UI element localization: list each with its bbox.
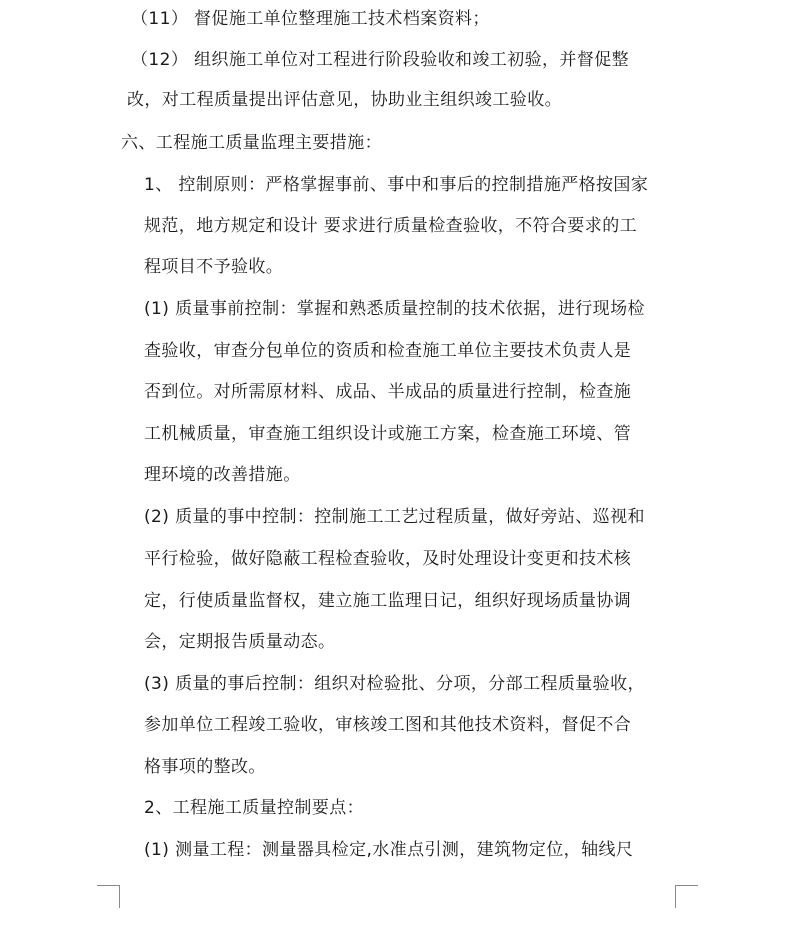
page-margin-corner-mark [675,885,698,908]
text-line: (2) 质量的事中控制：控制施工工艺过程质量，做好旁站、巡视和 [144,507,645,527]
text-line: (1) 测量工程：测量器具检定,水准点引测，建筑物定位，轴线尺 [144,840,634,860]
page-margin-corner-mark [97,885,120,908]
text-line: 定，行使质量监督权，建立施工监理日记，组织好现场质量协调 [144,591,632,611]
text-line: (1) 质量事前控制：掌握和熟悉质量控制的技术依据，进行现场检 [144,299,645,319]
section-heading: 2、工程施工质量控制要点： [144,798,365,818]
text-line: (3) 质量的事后控制：组织对检验批、分项，分部工程质量验收， [144,674,645,694]
text-line: 规范，地方规定和设计 要求进行质量检查验收，不符合要求的工 [144,216,638,236]
text-line: 程项目不予验收。 [144,257,284,277]
text-line: 1、 控制原则：严格掌握事前、事中和事后的控制措施严格按国家 [144,175,649,195]
text-line: 格事项的整改。 [144,757,266,777]
section-heading: 六、工程施工质量监理主要措施： [121,133,382,153]
text-line: 查验收，审查分包单位的资质和检查施工单位主要技术负责人是 [144,341,632,361]
text-line: 工机械质量，审查施工组织设计或施工方案，检查施工环境、管 [144,424,632,444]
text-line: 参加单位工程竣工验收，审核竣工图和其他技术资料，督促不合 [144,715,632,735]
text-line: 平行检验，做好隐蔽工程检查验收，及时处理设计变更和技术核 [144,549,632,569]
text-line: （11） 督促施工单位整理施工技术档案资料； [131,9,490,29]
text-line: 会，定期报告质量动态。 [144,632,336,652]
text-line: （12） 组织施工单位对工程进行阶段验收和竣工初验，并督促整 [131,50,630,70]
text-line: 否到位。对所需原材料、成品、半成品的质量进行控制，检查施 [144,382,632,402]
text-line: 理环境的改善措施。 [144,465,301,485]
text-line: 改，对工程质量提出评估意见，协助业主组织竣工验收。 [127,90,562,110]
